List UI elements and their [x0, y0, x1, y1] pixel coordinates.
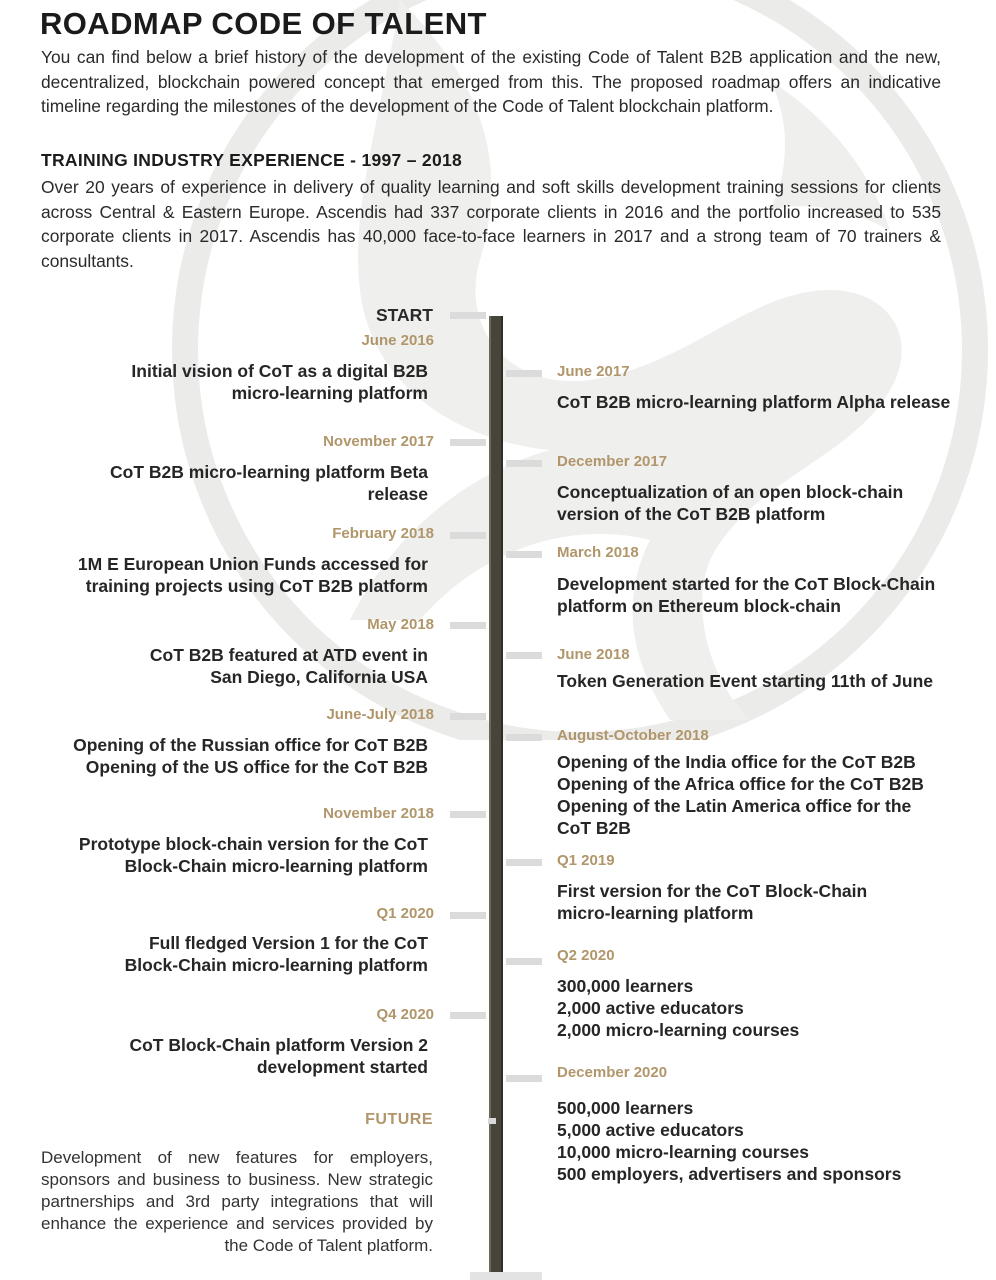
intro-paragraph: You can find below a brief history of the development of the existing Code of Talent B2B application and the new, decentralized, blockchain powered concept that emerged from this. The proposed roadmap offers an indicative timeline regarding the milestones of the development of the Code of Talent blockchain platform. — [41, 47, 941, 116]
milestone-date: June 2016 — [361, 332, 434, 349]
milestone-text: First version for the CoT Block-Chain micro-learning platform — [557, 881, 868, 923]
milestone-date: November 2017 — [323, 433, 434, 450]
future-description: Development of new features for employers, sponsors and business to business. New strategic partnerships and 3rd party integrations that will enhance the experience and services provided by the Code of Talent platform. — [41, 1148, 433, 1255]
timeline-tick — [450, 622, 486, 629]
milestone-text: Opening of the Russian office for CoT B2B Opening of the US office for the CoT B2B — [73, 735, 428, 777]
timeline-start-label: START — [375, 305, 433, 325]
milestone-text: CoT Block-Chain platform Version 2 development started — [129, 1035, 428, 1077]
milestone-date: December 2017 — [557, 453, 668, 470]
milestone-date: December 2020 — [557, 1064, 668, 1081]
milestone-text: CoT B2B micro-learning platform Beta release — [110, 462, 428, 504]
milestone-date: November 2018 — [323, 805, 434, 822]
experience-heading: TRAINING INDUSTRY EXPERIENCE - 1997 – 2018 — [41, 150, 463, 170]
timeline-tick — [506, 652, 542, 659]
milestone-date: Q2 2020 — [557, 947, 615, 964]
milestone-text: Conceptualization of an open block-chain version of the CoT B2B platform — [557, 482, 904, 524]
timeline-tick — [450, 713, 486, 720]
milestone-date: June 2017 — [557, 363, 630, 380]
milestone-text: Full fledged Version 1 for the CoT Block-Chain micro-learning platform — [124, 933, 428, 975]
milestone-text: Development started for the CoT Block-Chain platform on Ethereum block-chain — [557, 574, 936, 616]
milestone-date: March 2018 — [557, 544, 639, 561]
milestone-date: Q4 2020 — [376, 1006, 434, 1023]
timeline-tick — [450, 912, 486, 919]
timeline-axis — [489, 316, 503, 1273]
milestone-text: CoT B2B micro-learning platform Alpha release — [557, 392, 951, 412]
timeline-tick — [506, 859, 542, 866]
timeline-tick — [450, 1012, 486, 1019]
timeline-tick — [506, 1075, 542, 1082]
milestone-date: June-July 2018 — [326, 706, 434, 723]
milestone-text: Token Generation Event starting 11th of June — [557, 671, 933, 691]
milestone-text: 500,000 learners 5,000 active educators 10,000 micro-learning courses 500 employers, advertisers and sponsors — [557, 1098, 902, 1184]
milestone-date: February 2018 — [332, 525, 434, 542]
milestone-date: August-October 2018 — [557, 727, 709, 744]
timeline-tick — [506, 370, 542, 377]
milestone-date: May 2018 — [367, 616, 434, 633]
experience-paragraph: Over 20 years of experience in delivery of quality learning and soft skills development training sessions for clients across Central & Eastern Europe. Ascendis had 337 corporate clients in 2016 and the portfolio increased to 535 corporate clients in 2017. Ascendis has 40,000 face-to-face learners in 2017 and a strong team of 70 trainers & consultants. — [41, 177, 941, 271]
future-label: FUTURE — [365, 1111, 433, 1128]
timeline-tick — [506, 734, 542, 741]
timeline-tick — [450, 312, 486, 319]
milestone-text: CoT B2B featured at ATD event in San Diego, California USA — [149, 645, 428, 687]
timeline-tick — [450, 532, 486, 539]
timeline-tick — [450, 439, 486, 446]
future-marker — [488, 1118, 496, 1124]
milestone-date: Q1 2020 — [376, 905, 434, 922]
timeline-tick — [506, 551, 542, 558]
milestone-text: Prototype block-chain version for the CoT Block-Chain micro-learning platform — [78, 834, 428, 876]
timeline-tick — [506, 460, 542, 467]
milestone-text: Opening of the India office for the CoT B2B Opening of the Africa office for the CoT B2B Opening of the Latin America office for the CoT B2B — [557, 752, 924, 838]
timeline-tick — [450, 811, 486, 818]
timeline-end-tick — [470, 1272, 542, 1280]
milestone-text: 300,000 learners 2,000 active educators 2,000 micro-learning courses — [557, 976, 800, 1040]
milestone-date: Q1 2019 — [557, 852, 615, 869]
milestone-text: Initial vision of CoT as a digital B2B micro-learning platform — [131, 361, 428, 403]
milestone-date: June 2018 — [557, 646, 630, 663]
milestone-text: 1M E European Union Funds accessed for training projects using CoT B2B platform — [77, 554, 428, 596]
timeline-tick — [506, 958, 542, 965]
page-title: ROADMAP CODE OF TALENT — [40, 6, 487, 41]
